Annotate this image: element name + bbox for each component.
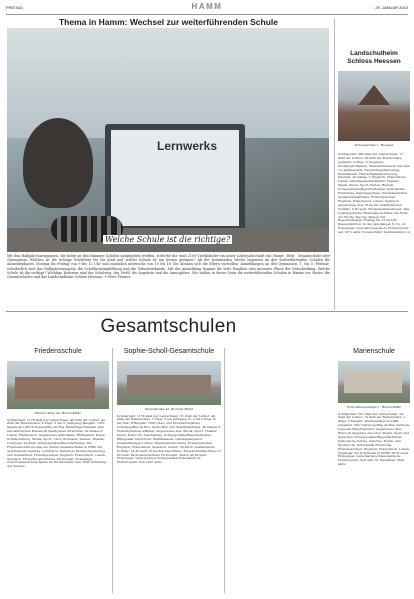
photo-caption: Welche Schule ist die richtige? <box>105 235 231 244</box>
school-facts: Schülerzahl: 507 Zahl der Lehrerinnen: 24 Zahl der Lehrer: 14 Zahl der Referendare: 1 Züge: 3 Baujahr: Wiederaufbau in 1946, erweitert 1997 Schulweg/Bus ist Bus: Zentrale Lage am Hauptbahnhof. Angebotene AGs: Rund 20 Angebote wie Chor, Musik, Sport und Sprachen. Schwerpunkte/Besonderheiten: Katholische Schule, Ganztag, Musik- und Sportprofil, Individuelle Förderung. Fremdsprachen: Englisch, Französisch, Latein. Abgänger mit Q-Vermerk in 08/09: 50 Prozent. Homepage: www.marienschule-hamm.de Förderverein: Seit dem 19. Dezember 1994 aktiv. <box>338 411 410 467</box>
school-name: Sophie-Scholl-Gesamtschule <box>123 348 215 355</box>
column-divider <box>112 348 113 593</box>
castle-roof <box>358 85 390 105</box>
photo-student <box>23 118 93 208</box>
column-divider <box>334 18 335 310</box>
school-facts: Schülerzahl: 1156 Zahl der Lehrerinnen: 51 Zahl der Lehrer: 40 Zahl der Referendare: 7 Züge: 5 (ab Jahrgang 5), 2 bis 5 Züge in der Sek. II Baujahr: 1995 (Neu- und Erweiterungsbau) Schulweg/Bus ist Bus: Sechs Bus- und Stadtbahnlinien. Ab Klasse 6: Fremdsprachen wählbar. Angebotene AGs: Musik, Sport, Theater, Kunst, Natur, PC-Ausstattung. Schwerpunkte/Besonderheiten: Bilingualer Unterricht, Musikklassen, Ganztagsangebot, Selbstständiges Lernen, Eigenverantwortung. Fremdsprachen: Englisch, Französisch, Spanisch, Latein, Türkisch. Ausländische Schüler: 14 Prozent. Erreichte Abschlüsse: Hauptschulabschluss 10 Prozent, Fachoberschulreife 50 Prozent, Abitur 40 Prozent. Homepage: www.sophie-scholl-gesamtschule-hamm.de Förderverein: Seit 1997 aktiv. <box>117 413 222 465</box>
main-headline: Thema in Hamm: Wechsel zur weiterführenden Schule <box>58 17 278 27</box>
school-photo <box>338 361 410 403</box>
header-section: HAMM <box>191 2 223 11</box>
school-column-2 <box>117 348 221 465</box>
school-caption: Marker Allee 20, Hamm-Mitte <box>35 410 81 415</box>
school-column-3 <box>338 348 410 467</box>
article-body: Mit den Halbjahreszeugnissen, die heute an den Hammer Schulen ausgegeben werden, steht für die rund 2100 Viertklässler ein neuer Lebensabschnitt ein: Haupt-, Real-, Gesamtschule oder Gymnasium. Welches ist die richtige Schulform für Ihr Kind und welche Schule ist am besten geeignet? Ab der kommenden Woche beginnen an den weiterführenden Schulen die Anmeldephasen. Montag bis Freitag von 9 bis 12 Uhr und zusätzlich mittwochs von 15 bis 18 Uhr können sich die Eltern vorstellen. Anmeldungen an den Gymnasien: 1. bis 5. Februar; erforderlich sind das Halbjahreszeugnis, die Schulformempfehlung und die Geburtsurkunde. Mit der Anmeldung beginnt für viele Familien eine intensive Phase der Entscheidung. Welche Schule ist die richtige? Wichtige Kriterien sind der Schulweg, das Profil, die Angebote und die Atmosphäre. Wir stellen in dieser Serie die weiterführenden Schulen in Hamm vor. Heute: die Gesamtschulen und das Landschulheim Schloss Heessen. • Peter Thiesen <box>7 254 330 280</box>
sidebar-facts: Schülerzahl: 380 Zahl der Lehrerinnen: 17 Zahl der Lehrer: 24 Zahl der Referendare (gesamt): 0 Züge: 3 Angebote: Drehmöglichkeiten, Wasserschlössern aus dem 13. Jahrhundert, Nachmittagsbetreuung, Kleinklassen, Hausaufgabenbetreuung, Internat. Ab Klasse 7: Englisch, Französisch, Latein. Arbeitsgemeinschaften: Theater, Musik, Kunst, Sport, Reiten, Rudern. Schwerpunkte/Besonderheiten: Individuelle Förderung, Ganztagsschule, Internatsbetrieb, Auslandsaufenthalte. Fremdsprachen: Englisch, Französisch, Latein, Spanisch. Angebotene AGs: Etwa 40. Ausländischen Schüler: 0 Prozent. Fächerkombinationen: Alle Leistungskurse. Ehemalige Schüler: Am Ende der Woche Tag der offenen Tür. Besonderheiten: Freitag bis 13.45 Uhr. Klassenfahrten: in den Jahrgängen 6, 10, 12. Homepage: www.lsh-heessen.de Förderverein: seit 1971 aktiv. Notenschnitt: Zentralabitur 2,4 <box>338 152 410 235</box>
column-divider <box>224 348 225 593</box>
sidebar-box <box>338 50 410 235</box>
building-shape <box>127 375 211 395</box>
school-name: Marienschule <box>353 348 395 355</box>
header-date: 29. JANUAR 2010 <box>375 5 408 10</box>
school-caption: Stalunstraße 42, Bockum-Hövel <box>144 406 194 411</box>
school-caption: Franziskanerstraße 1, Hamm-Mitte <box>347 404 401 409</box>
main-photo <box>7 28 329 252</box>
page-header <box>6 3 408 13</box>
school-photo <box>7 361 109 409</box>
building-shape <box>344 371 402 393</box>
sidebar-photo <box>338 71 410 141</box>
school-facts: Schülerzahl: 1178 Zahl der Lehrerinnen: 48 Zahl der Lehrer: 42 Zahl der Referendare: 6 Züge: 5 (ab 5. Jahrgang) Baujahr: 1970, Mensa ab 1989 Schulweg/Bus ist Bus: Bedürftige Familien sind mit zahlreichen Bussen im Stadtgebiet erreichbar. Ab Klasse 6: Latein, Französisch. Angebotene Aktivitäten: Bühnenbild, Kunst, Schülerzeitung, Musik, Sport, Chor, Orchester, Tanzen, Theater, Computer, Technik. Schwerpunkte/Besonderheiten: Die Friedensschule ist eine der ersten Gesamtschulen in NRW, mit gebundenem Ganztag, Lernbüros, Inklusion, Berufsorientierung und Sozialarbeit. Fremdsprachen: Englisch, Französisch, Latein, Spanisch. Erreichte Abschlüsse: 64 Prozent. Homepage: www.friedensschule-hamm.de Förderverein: Seit 1996 Gründung des Vereins. <box>7 417 107 469</box>
section-title: Gesamtschulen <box>100 316 237 337</box>
building-shape <box>15 377 95 399</box>
school-column-1 <box>7 348 109 469</box>
header-day: FREITAG <box>6 5 24 10</box>
header-rule <box>6 14 408 15</box>
sidebar-title: Landschulheim Schloss Heessen <box>347 50 401 65</box>
photo-screen-text: Lernwerks <box>157 139 218 153</box>
school-photo <box>117 361 221 405</box>
school-name: Friedensschule <box>34 348 82 355</box>
sidebar-caption: Schlossstraße 1, Heessen <box>354 143 394 147</box>
section-rule <box>6 311 408 312</box>
